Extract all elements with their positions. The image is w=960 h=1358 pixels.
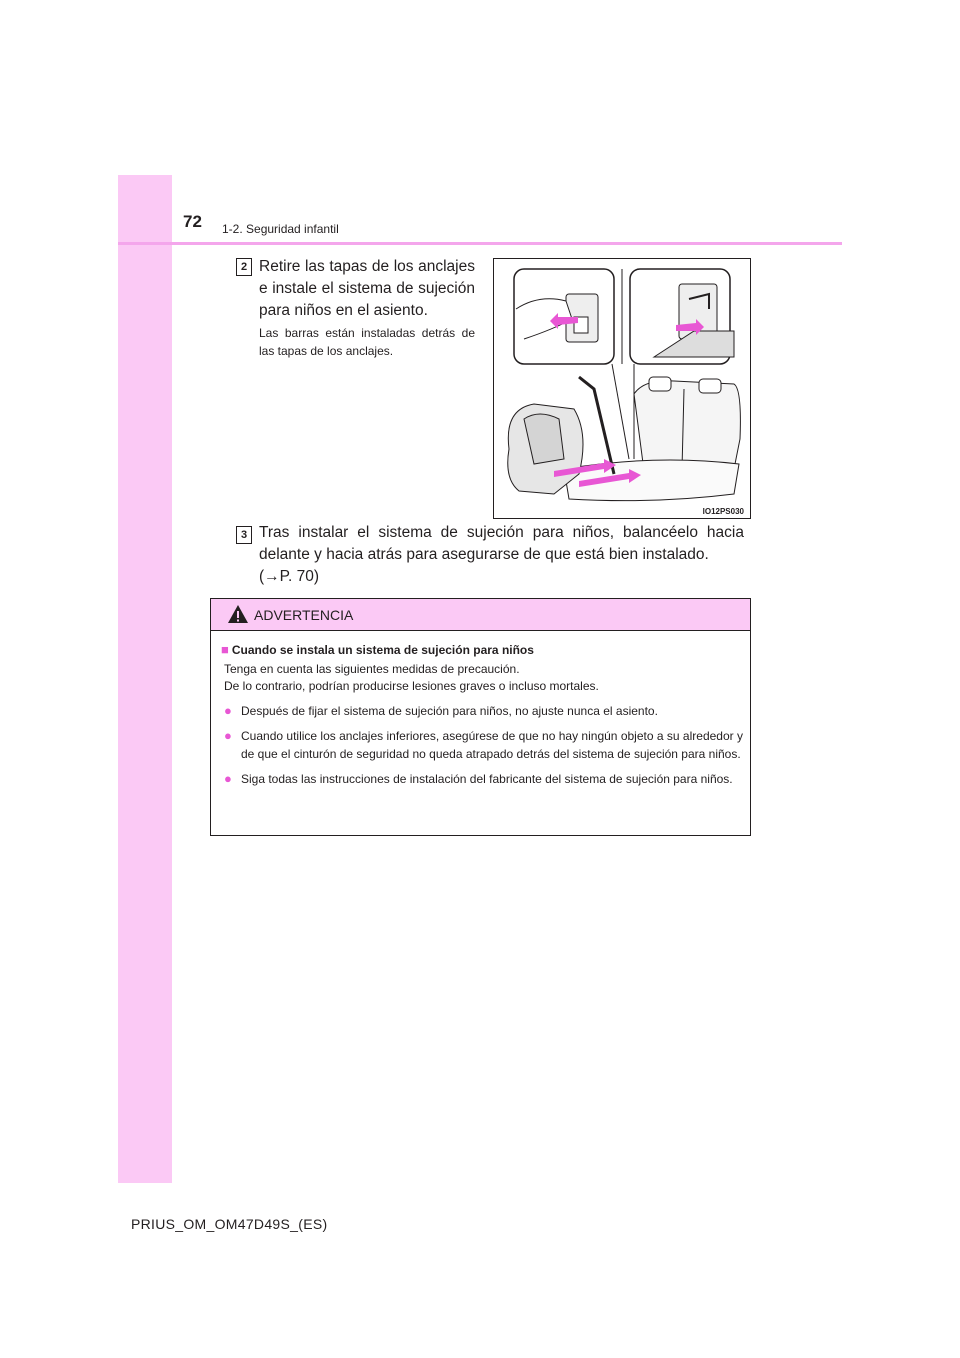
warning-item-text: Cuando utilice los anclajes inferiores, asegúrese de que no hay ningún objeto a su alrededor y de que el cinturón de seguridad no queda atrapado detrás del sistema de sujeción para niños. [241, 729, 743, 761]
warning-item-text: Después de fijar el sistema de sujeción para niños, no ajuste nunca el asiento. [241, 704, 658, 718]
warning-heading [221, 641, 743, 659]
warning-intro-2: De lo contrario, podrían producirse lesiones graves o incluso mortales. [224, 679, 599, 693]
circle-bullet-icon: ● [224, 771, 232, 786]
anchor-installation-figure [493, 258, 751, 519]
warning-body [221, 641, 743, 788]
step-2-note: Las barras están instaladas detrás de las tapas de los anclajes. [259, 326, 475, 358]
header-rule [118, 242, 842, 245]
step-2-text: Retire las tapas de los anclajes e instale el sistema de sujeción para niños en el asiento. [259, 258, 475, 319]
warning-box [210, 598, 751, 836]
warning-title: ADVERTENCIA [254, 607, 354, 623]
warning-item [221, 770, 743, 788]
warning-heading-text: Cuando se instala un sistema de sujeción para niños [231, 643, 534, 657]
page-number: 72 [183, 212, 202, 231]
warning-item-text: Siga todas las instrucciones de instalación del fabricante del sistema de sujeción para niños. [241, 772, 733, 786]
warning-item [221, 702, 743, 720]
side-tab [118, 175, 172, 1183]
step-2-number: 2 [236, 258, 252, 276]
warning-intro-1: Tenga en cuenta las siguientes medidas de precaución. [224, 662, 520, 676]
step-3-ref: (→P. 70) [259, 568, 320, 585]
warning-item [221, 727, 743, 763]
square-bullet-icon: ■ [221, 642, 229, 657]
section-title: 1-2. Seguridad infantil [222, 222, 339, 236]
circle-bullet-icon: ● [224, 703, 232, 718]
circle-bullet-icon: ● [224, 728, 232, 743]
figure-code: IO12PS030 [702, 507, 744, 516]
step-3-number: 3 [236, 526, 252, 544]
step-3-text: Tras instalar el sistema de sujeción para niños, balancéelo hacia delante y hacia atrás para asegurarse de que está bien instalado. [259, 524, 744, 563]
warning-header [211, 599, 750, 631]
footer-code: PRIUS_OM_OM47D49S_(ES) [131, 1216, 328, 1232]
child-seat-illustration [494, 259, 750, 518]
warning-triangle-icon [227, 604, 249, 624]
